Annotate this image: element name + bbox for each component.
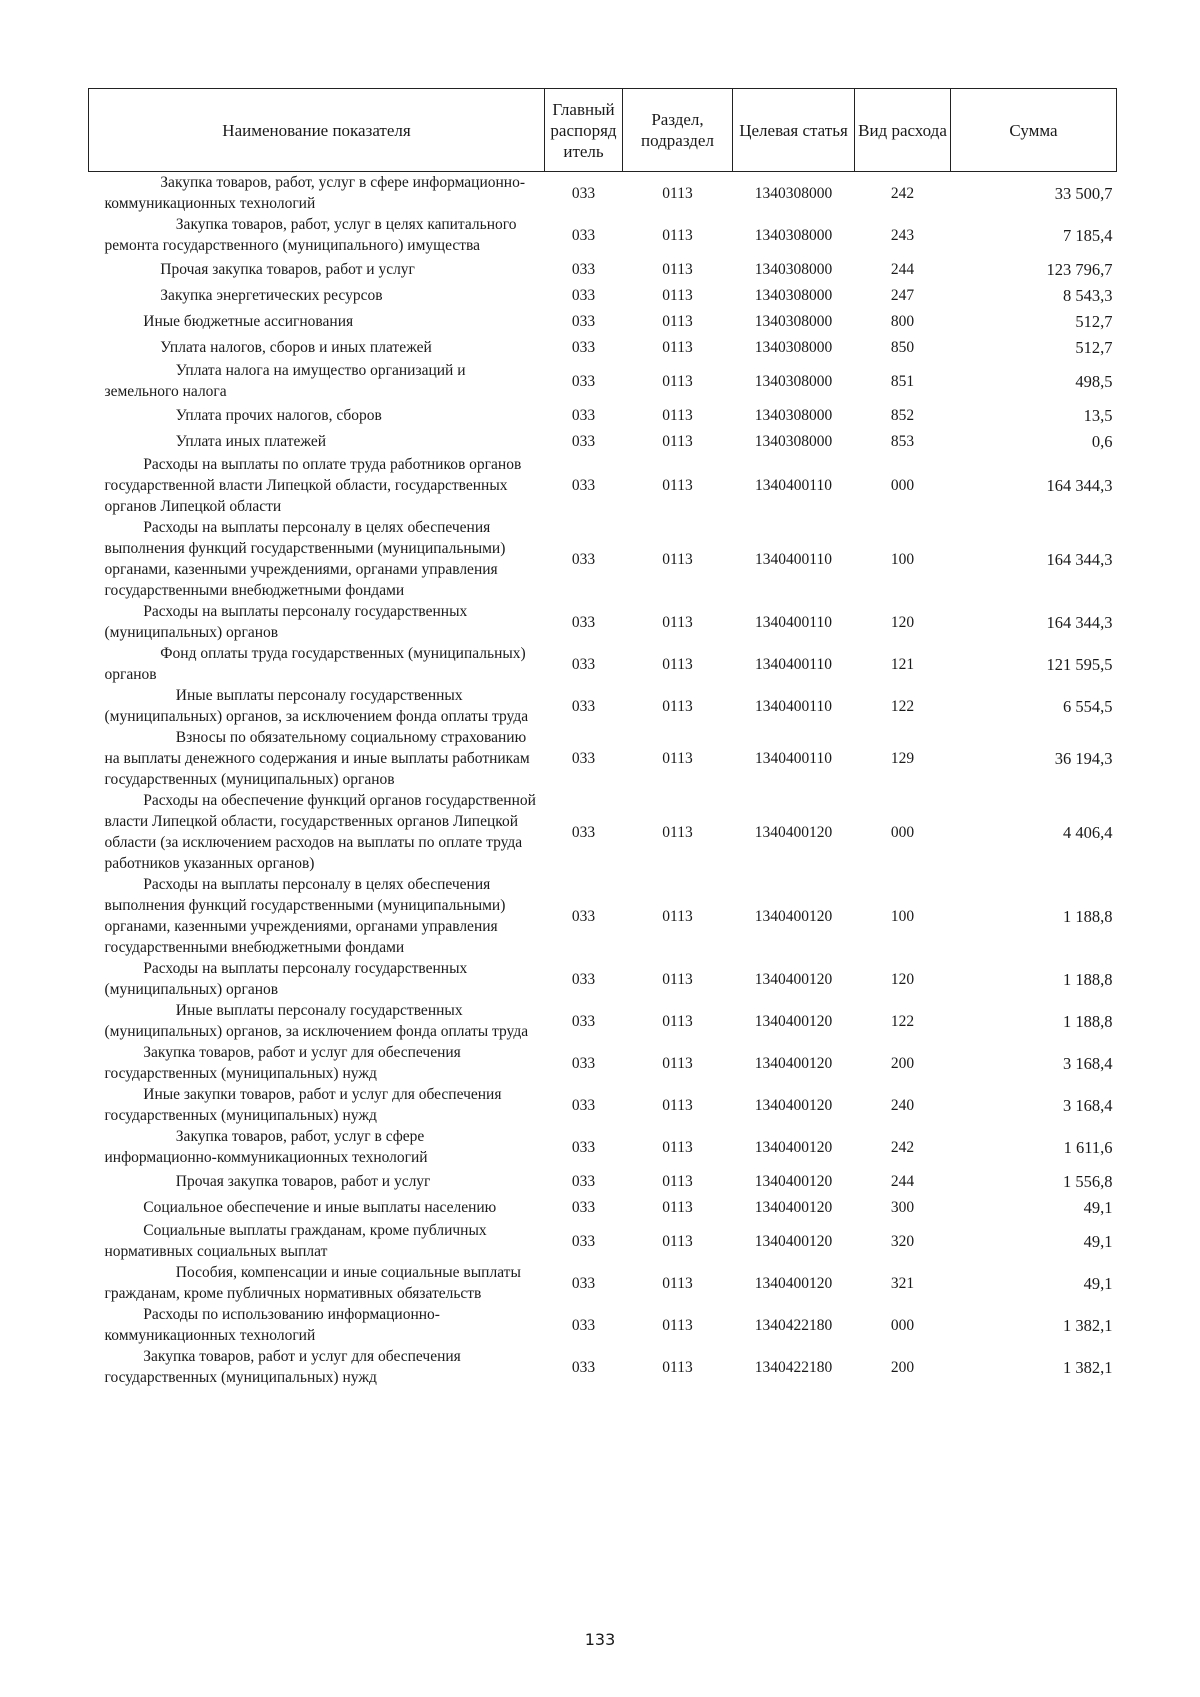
row-main-manager: 033 — [571, 226, 596, 244]
row-target-article: 1340422180 — [754, 1358, 833, 1376]
row-sum: 1 382,1 — [1063, 1357, 1113, 1377]
table-row — [89, 1194, 1117, 1220]
row-section: 0113 — [662, 750, 693, 767]
row-name: Расходы на выплаты персоналу государственных (муниципальных) органов — [104, 603, 468, 641]
row-section: 0113 — [662, 1274, 693, 1292]
row-name: Закупка товаров, работ и услуг для обеспечения государственных (муниципальных) нужд — [104, 1044, 461, 1082]
row-name: Уплата налогов, сборов и иных платежей — [160, 338, 432, 356]
header-main-manager: Главный распоряд итель — [545, 89, 623, 172]
row-name: Фонд оплаты труда государственных (муниципальных) органов — [104, 645, 526, 683]
row-target-article: 1340308000 — [754, 260, 833, 278]
row-main-manager: 033 — [571, 1054, 596, 1072]
row-target-article: 1340400120 — [754, 970, 833, 988]
row-target-article: 1340400120 — [754, 1138, 833, 1156]
row-sum: 4 406,4 — [1063, 822, 1113, 842]
table-row — [89, 685, 1117, 727]
row-sum: 498,5 — [1075, 371, 1113, 391]
table-row — [89, 1168, 1117, 1194]
row-target-article: 1340308000 — [754, 312, 833, 330]
row-expense-type: 321 — [890, 1274, 915, 1292]
row-name: Уплата прочих налогов, сборов — [175, 406, 382, 424]
row-expense-type: 242 — [890, 184, 915, 202]
row-main-manager: 033 — [571, 184, 596, 202]
row-expense-type: 000 — [890, 477, 915, 494]
table-row — [89, 428, 1117, 454]
row-expense-type: 129 — [890, 750, 915, 767]
row-sum: 1 556,8 — [1063, 1171, 1113, 1191]
row-main-manager: 033 — [571, 1316, 596, 1334]
row-name: Иные бюджетные ассигнования — [143, 312, 354, 330]
row-sum: 0,6 — [1091, 431, 1113, 451]
budget-table-page — [88, 88, 1116, 1388]
row-target-article: 1340400110 — [755, 613, 832, 631]
row-expense-type: 100 — [890, 550, 915, 568]
row-main-manager: 033 — [571, 372, 596, 390]
row-expense-type: 122 — [890, 1012, 915, 1030]
table-row — [89, 402, 1117, 428]
row-section: 0113 — [662, 372, 693, 390]
row-target-article: 1340400120 — [754, 1232, 833, 1250]
row-expense-type: 100 — [890, 907, 915, 925]
row-sum: 123 796,7 — [1046, 259, 1113, 279]
table-row — [89, 214, 1117, 256]
table-row — [89, 1304, 1117, 1346]
row-main-manager: 033 — [571, 338, 596, 356]
row-sum: 8 543,3 — [1063, 285, 1113, 305]
row-sum: 1 611,6 — [1063, 1137, 1113, 1157]
row-target-article: 1340400120 — [754, 1054, 833, 1072]
row-sum: 512,7 — [1075, 337, 1113, 357]
row-name: Взносы по обязательному социальному страхованию на выплаты денежного содержания и иные выплаты работникам государственных (муниципальных) органов — [104, 729, 530, 788]
row-main-manager: 033 — [571, 1138, 596, 1156]
row-expense-type: 120 — [890, 970, 915, 988]
row-sum: 49,1 — [1083, 1197, 1113, 1217]
row-main-manager: 033 — [571, 1172, 596, 1190]
row-sum: 3 168,4 — [1063, 1053, 1113, 1073]
row-section: 0113 — [662, 1232, 693, 1250]
row-section: 0113 — [662, 823, 693, 841]
row-main-manager: 033 — [571, 697, 596, 715]
row-main-manager: 033 — [571, 750, 596, 767]
row-expense-type: 300 — [890, 1198, 915, 1216]
header-section: Раздел, подраздел — [623, 89, 733, 172]
row-name: Расходы на обеспечение функций органов государственной власти Липецкой области, государственных органов Липецкой области (за исключением расходов на выплаты по оплате труда работников указанных органов) — [104, 792, 536, 872]
row-main-manager: 033 — [571, 1198, 596, 1216]
row-expense-type: 852 — [890, 406, 915, 424]
row-target-article: 1340400120 — [754, 1096, 833, 1114]
row-expense-type: 240 — [890, 1096, 915, 1114]
row-section: 0113 — [662, 1012, 693, 1030]
row-main-manager: 033 — [571, 406, 596, 424]
row-section: 0113 — [662, 1138, 693, 1156]
row-main-manager: 033 — [571, 970, 596, 988]
row-main-manager: 033 — [571, 1274, 596, 1292]
row-main-manager: 033 — [571, 823, 596, 841]
table-row — [89, 727, 1117, 790]
row-name: Прочая закупка товаров, работ и услуг — [160, 260, 415, 278]
table-row — [89, 308, 1117, 334]
row-section: 0113 — [662, 907, 693, 925]
row-expense-type: 000 — [890, 1316, 915, 1334]
row-sum: 33 500,7 — [1054, 183, 1113, 203]
row-section: 0113 — [662, 1198, 693, 1216]
row-name: Расходы на выплаты персоналу государственных (муниципальных) органов — [104, 960, 468, 998]
table-row — [89, 517, 1117, 601]
row-target-article: 1340308000 — [754, 406, 833, 424]
row-expense-type: 247 — [890, 286, 915, 304]
table-row — [89, 360, 1117, 402]
table-row — [89, 601, 1117, 643]
row-sum: 512,7 — [1075, 311, 1113, 331]
row-target-article: 1340400110 — [755, 697, 832, 715]
row-target-article: 1340308000 — [754, 432, 833, 450]
row-section: 0113 — [662, 655, 693, 673]
row-sum: 1 382,1 — [1063, 1315, 1113, 1335]
row-main-manager: 033 — [571, 260, 596, 278]
row-expense-type: 851 — [890, 372, 915, 390]
row-target-article: 1340308000 — [754, 286, 833, 304]
row-name: Расходы на выплаты по оплате труда работников органов государственной власти Липецкой области, государственных органов Липецкой области — [104, 456, 522, 515]
table-row — [89, 874, 1117, 958]
row-target-article: 1340400110 — [755, 655, 832, 673]
row-name: Иные выплаты персоналу государственных (муниципальных) органов, за исключением фонда оплаты труда — [104, 1002, 529, 1040]
row-name: Расходы по использованию информационно-коммуникационных технологий — [104, 1306, 440, 1344]
row-name: Иные закупки товаров, работ и услуг для обеспечения государственных (муниципальных) нужд — [104, 1086, 502, 1124]
row-expense-type: 853 — [890, 432, 915, 450]
table-row — [89, 1262, 1117, 1304]
row-expense-type: 120 — [890, 613, 915, 631]
row-name: Закупка товаров, работ, услуг в сфере информационно-коммуникационных технологий — [104, 174, 526, 212]
row-main-manager: 033 — [571, 432, 596, 450]
row-expense-type: 850 — [890, 338, 915, 356]
row-section: 0113 — [662, 477, 693, 494]
row-sum: 3 168,4 — [1063, 1095, 1113, 1115]
table-row — [89, 172, 1117, 215]
row-section: 0113 — [662, 550, 693, 568]
row-expense-type: 244 — [890, 260, 915, 278]
row-expense-type: 000 — [890, 823, 915, 841]
table-header — [89, 89, 1117, 172]
row-target-article: 1340422180 — [754, 1316, 833, 1334]
table-row — [89, 1042, 1117, 1084]
row-main-manager: 033 — [571, 907, 596, 925]
row-sum: 121 595,5 — [1046, 654, 1113, 674]
row-main-manager: 033 — [571, 550, 596, 568]
row-section: 0113 — [662, 432, 693, 450]
row-expense-type: 122 — [890, 697, 915, 715]
row-sum: 49,1 — [1083, 1231, 1113, 1251]
row-name: Закупка товаров, работ и услуг для обеспечения государственных (муниципальных) нужд — [104, 1348, 461, 1386]
row-expense-type: 200 — [890, 1358, 915, 1376]
row-sum: 7 185,4 — [1063, 225, 1113, 245]
row-sum: 1 188,8 — [1063, 969, 1113, 989]
budget-table — [88, 88, 1117, 1388]
row-section: 0113 — [662, 697, 693, 715]
row-section: 0113 — [662, 338, 693, 356]
row-name: Уплата налога на имущество организаций и земельного налога — [104, 362, 466, 400]
row-name: Пособия, компенсации и иные социальные выплаты гражданам, кроме публичных нормативных обязательств — [104, 1264, 521, 1302]
table-row — [89, 1220, 1117, 1262]
row-section: 0113 — [662, 1316, 693, 1334]
row-sum: 164 344,3 — [1046, 476, 1113, 495]
header-name: Наименование показателя — [89, 89, 545, 172]
row-target-article: 1340400120 — [754, 823, 833, 841]
row-main-manager: 033 — [571, 1232, 596, 1250]
row-main-manager: 033 — [571, 1096, 596, 1114]
row-main-manager: 033 — [571, 1358, 596, 1376]
row-sum: 6 554,5 — [1063, 696, 1113, 716]
row-sum: 1 188,8 — [1063, 1011, 1113, 1031]
row-section: 0113 — [662, 312, 693, 330]
table-row — [89, 1000, 1117, 1042]
row-target-article: 1340400120 — [754, 1012, 833, 1030]
row-section: 0113 — [662, 406, 693, 424]
row-expense-type: 244 — [890, 1172, 915, 1190]
row-target-article: 1340400120 — [754, 1172, 833, 1190]
row-sum: 13,5 — [1083, 405, 1113, 425]
header-expense-type: Вид расхода — [855, 89, 951, 172]
row-sum: 164 344,3 — [1046, 549, 1113, 569]
row-expense-type: 800 — [890, 312, 915, 330]
row-name: Закупка товаров, работ, услуг в сфере информационно-коммуникационных технологий — [104, 1128, 428, 1166]
row-main-manager: 033 — [571, 1012, 596, 1030]
row-name: Закупка товаров, работ, услуг в целях капитального ремонта государственного (муниципального) имущества — [104, 216, 517, 254]
row-main-manager: 033 — [571, 286, 596, 304]
row-name: Уплата иных платежей — [175, 432, 327, 450]
row-sum: 1 188,8 — [1063, 906, 1113, 926]
row-name: Закупка энергетических ресурсов — [160, 286, 383, 304]
row-target-article: 1340400120 — [754, 1198, 833, 1216]
row-sum: 49,1 — [1083, 1273, 1113, 1293]
row-section: 0113 — [662, 226, 693, 244]
row-name: Социальное обеспечение и иные выплаты населению — [143, 1198, 497, 1216]
page-number: 133 — [584, 1630, 616, 1649]
row-name: Расходы на выплаты персоналу в целях обеспечения выполнения функций государственными (муниципальными) органами, казенными учреждениями, органами управления государственными внебюджетными фондами — [104, 876, 506, 956]
table-row — [89, 1126, 1117, 1168]
row-main-manager: 033 — [571, 613, 596, 631]
table-row — [89, 790, 1117, 874]
row-main-manager: 033 — [571, 312, 596, 330]
row-sum: 164 344,3 — [1046, 612, 1113, 632]
row-name: Социальные выплаты гражданам, кроме публичных нормативных социальных выплат — [104, 1222, 487, 1260]
table-body — [89, 172, 1117, 1389]
row-section: 0113 — [662, 613, 693, 631]
table-row — [89, 334, 1117, 360]
row-name: Иные выплаты персоналу государственных (муниципальных) органов, за исключением фонда оплаты труда — [104, 687, 529, 725]
row-section: 0113 — [662, 286, 693, 304]
row-target-article: 1340308000 — [754, 184, 833, 202]
table-row — [89, 958, 1117, 1000]
row-section: 0113 — [662, 1096, 693, 1114]
row-section: 0113 — [662, 970, 693, 988]
row-expense-type: 242 — [890, 1138, 915, 1156]
row-section: 0113 — [662, 1358, 693, 1376]
row-expense-type: 121 — [890, 655, 915, 673]
row-main-manager: 033 — [571, 477, 596, 494]
row-expense-type: 243 — [890, 226, 915, 244]
header-sum: Сумма — [951, 89, 1117, 172]
table-row — [89, 454, 1117, 517]
row-target-article: 1340400110 — [755, 550, 832, 568]
header-target-article: Целевая статья — [733, 89, 855, 172]
row-main-manager: 033 — [571, 655, 596, 673]
table-row — [89, 1084, 1117, 1126]
row-target-article: 1340308000 — [754, 338, 833, 356]
row-target-article: 1340308000 — [754, 372, 833, 390]
row-section: 0113 — [662, 1054, 693, 1072]
row-section: 0113 — [662, 1172, 693, 1190]
table-row — [89, 1346, 1117, 1388]
row-sum: 36 194,3 — [1054, 749, 1113, 768]
row-target-article: 1340308000 — [754, 226, 833, 244]
row-name: Прочая закупка товаров, работ и услуг — [175, 1172, 431, 1190]
row-target-article: 1340400110 — [755, 750, 832, 767]
table-row — [89, 643, 1117, 685]
row-expense-type: 200 — [890, 1054, 915, 1072]
row-target-article: 1340400120 — [754, 907, 833, 925]
table-row — [89, 256, 1117, 282]
row-name: Расходы на выплаты персоналу в целях обеспечения выполнения функций государственными (муниципальными) органами, казенными учреждениями, органами управления государственными внебюджетными фондами — [104, 519, 506, 599]
row-section: 0113 — [662, 184, 693, 202]
table-row — [89, 282, 1117, 308]
row-expense-type: 320 — [890, 1232, 915, 1250]
row-target-article: 1340400110 — [755, 477, 832, 494]
row-target-article: 1340400120 — [754, 1274, 833, 1292]
row-section: 0113 — [662, 260, 693, 278]
